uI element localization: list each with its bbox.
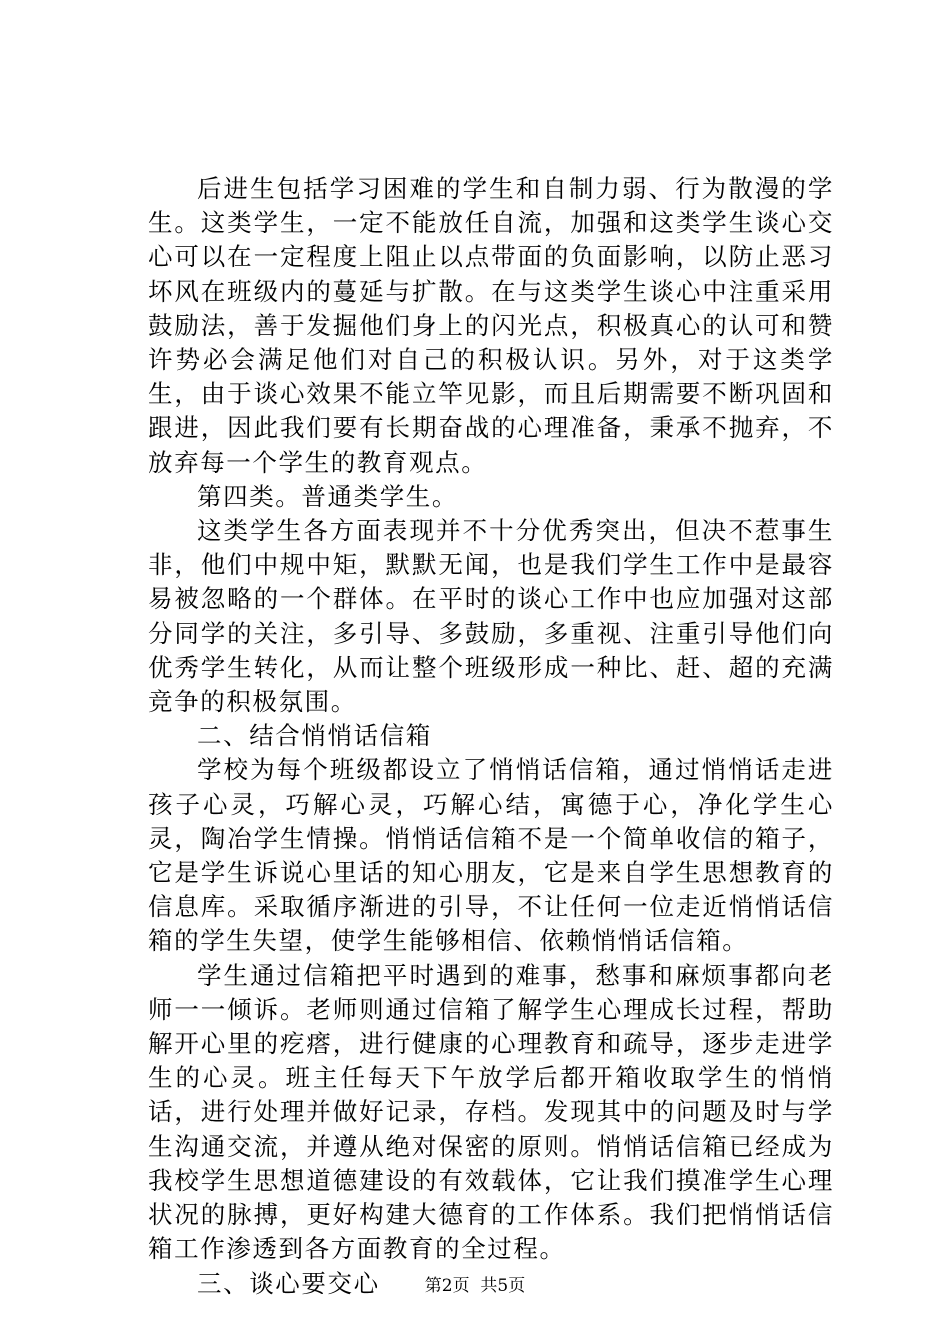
page-number: 第2页 共5页 <box>424 1276 526 1296</box>
paragraph-underperforming-students: 后进生包括学习困难的学生和自制力弱、行为散漫的学生。这类学生，一定不能放任自流，加强和这类学生谈心交心可以在一定程度上阻止以点带面的负面影响，以防止恶习坏风在班级内的蔓延与扩散。在与这类学生谈心中注重采用鼓励法，善于发掘他们身上的闪光点，积极真心的认可和赞许势必会满足他们对自己的积极认识。另外，对于这类学生，由于谈心效果不能立竿见影，而且后期需要不断巩固和跟进，因此我们要有长期奋战的心理准备，秉承不抛弃，不放弃每一个学生的教育观点。 <box>148 174 834 477</box>
document-body <box>148 172 834 1301</box>
heading-section-three: 三、谈心要交心 <box>197 1268 380 1298</box>
paragraph-ordinary-students: 这类学生各方面表现并不十分优秀突出，但决不惹事生非，他们中规中矩，默默无闻，也是我们学生工作中是最容易被忽略的一个群体。在平时的谈心工作中也应加强对这部分同学的关注，多引导、多鼓励，多重视、注重引导他们向优秀学生转化，从而让整个班级形成一种比、赶、超的充满竞争的积极氛围。 <box>148 516 834 717</box>
heading-section-two: 二、结合悄悄话信箱 <box>197 721 432 751</box>
page-footer <box>0 1276 950 1296</box>
heading-category-four: 第四类。普通类学生。 <box>197 481 458 511</box>
paragraph-mailbox-intro: 学校为每个班级都设立了悄悄话信箱，通过悄悄话走进孩子心灵，巧解心灵，巧解心结，寓德于心，净化学生心灵，陶冶学生情操。悄悄话信箱不是一个简单收信的箱子，它是学生诉说心里话的知心朋友，它是来自学生思想教育的信息库。采取循序渐进的引导，不让任何一位走近悄悄话信箱的学生失望，使学生能够相信、依赖悄悄话信箱。 <box>148 755 834 956</box>
paragraph-mailbox-process: 学生通过信箱把平时遇到的难事，愁事和麻烦事都向老师一一倾诉。老师则通过信箱了解学生心理成长过程，帮助解开心里的疙瘩，进行健康的心理教育和疏导，逐步走进学生的心灵。班主任每天下午放学后都开箱收取学生的悄悄话，进行处理并做好记录，存档。发现其中的问题及时与学生沟通交流，并遵从绝对保密的原则。悄悄话信箱已经成为我校学生思想道德建设的有效载体，它让我们摸准学生心理状况的脉搏，更好构建大德育的工作体系。我们把悄悄话信箱工作渗透到各方面教育的全过程。 <box>148 960 834 1264</box>
